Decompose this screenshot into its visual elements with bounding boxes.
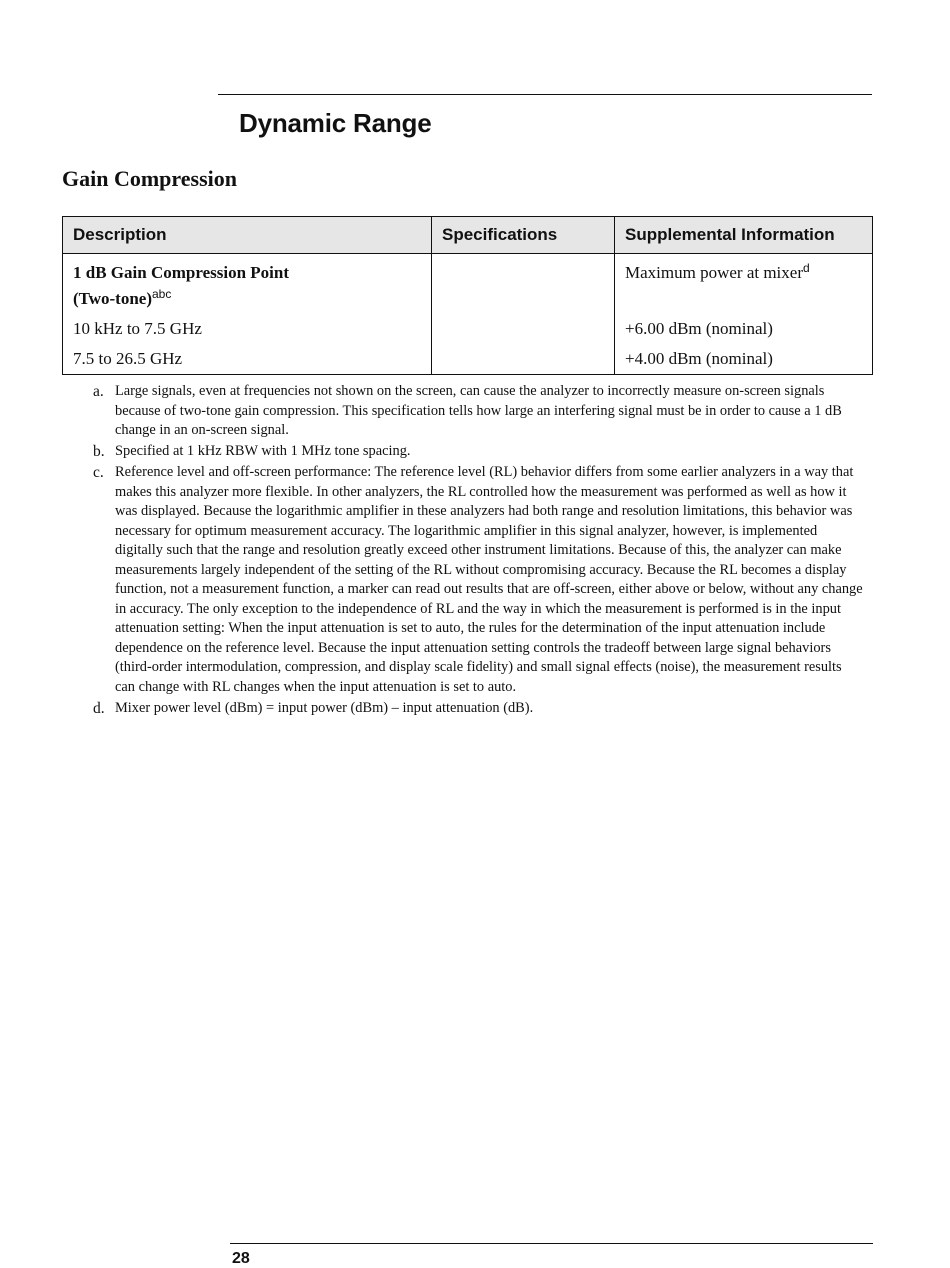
row-description: 7.5 to 26.5 GHz: [63, 344, 432, 375]
footnote-letter: c.: [93, 464, 104, 481]
footnote-a: [93, 382, 863, 441]
main-row-description: [63, 254, 432, 315]
header-supplemental: Supplemental Information: [615, 217, 873, 254]
footnote-letter: b.: [93, 443, 105, 460]
footnote-text: Specified at 1 kHz RBW with 1 MHz tone spacing.: [115, 443, 411, 459]
row-supplemental: +4.00 dBm (nominal): [615, 344, 873, 375]
footnote-text: Reference level and off-screen performance: The reference level (RL) behavior differs from some earlier analyzers in a way that makes this analyzer more flexible. In other analyzers, the RL controlled how the measurement was performed as well as how it was displayed. Because the logarithmic amplifier in these analyzers had both range and resolution limitations, this behavior was necessary for optimum measurement accuracy. The logarithmic amplifier in this signal analyzer, however, is implemented digitally such that the range and resolution greatly exceed other instrument limitations. Because of this, the analyzer can make measurements largely independent of the setting of the RL without compromising accuracy. Because the RL becomes a display function, not a measurement function, a marker can read out results that are off-screen, either above or below, without any change in accuracy. The only exception to the independence of RL and the way in which the measurement is performed is in the input attenuation setting: When the input attenuation is set to auto, the rules for the determination of the input attenuation include dependence on the reference level. Because the input attenuation setting controls the tradeoff between large signal behaviors (third-order intermodulation, compression, and display scale fidelity) and small signal effects (noise), the measurement results can change with RL changes when the input attenuation is set to auto.: [115, 464, 863, 695]
footnote-b: [93, 442, 863, 462]
main-row-supplemental: [615, 254, 873, 315]
footnote-ref-d: d: [803, 261, 810, 275]
table-row: [63, 344, 873, 375]
header-description: Description: [63, 217, 432, 254]
row-supplemental: +6.00 dBm (nominal): [615, 314, 873, 344]
gain-compression-table: [62, 216, 873, 375]
table-header-row: [63, 217, 873, 254]
footnote-text: Large signals, even at frequencies not shown on the screen, can cause the analyzer to incorrectly measure on-screen signals because of two-tone gain compression. This specification tells how large an interfering signal must be in order to cause a 1 dB change in an on-screen signal.: [115, 383, 842, 438]
footnote-letter: a.: [93, 383, 104, 400]
footnotes: [93, 382, 863, 720]
footnote-d: [93, 699, 863, 719]
footnote-text: Mixer power level (dBm) = input power (dBm) – input attenuation (dB).: [115, 699, 534, 716]
main-row-supplemental-text: Maximum power at mixer: [625, 263, 803, 282]
page-number: 28: [232, 1250, 250, 1267]
row-specification: [432, 344, 615, 375]
main-row-specification: [432, 254, 615, 315]
chapter-title: Dynamic Range: [239, 108, 432, 138]
table-row: [63, 254, 873, 315]
section-title: Gain Compression: [62, 166, 238, 191]
row-specification: [432, 314, 615, 344]
main-row-description-line1: 1 dB Gain Compression Point: [73, 263, 290, 282]
row-description: 10 kHz to 7.5 GHz: [63, 314, 432, 344]
main-row-description-line2: (Two-tone): [73, 289, 152, 308]
footnote-ref-abc: abc: [152, 287, 172, 301]
footer-rule: [230, 1243, 873, 1244]
footnote-letter: d.: [93, 699, 105, 717]
header-rule: [218, 94, 872, 95]
header-specifications: Specifications: [432, 217, 615, 254]
footnote-c: [93, 463, 863, 697]
table-row: [63, 314, 873, 344]
